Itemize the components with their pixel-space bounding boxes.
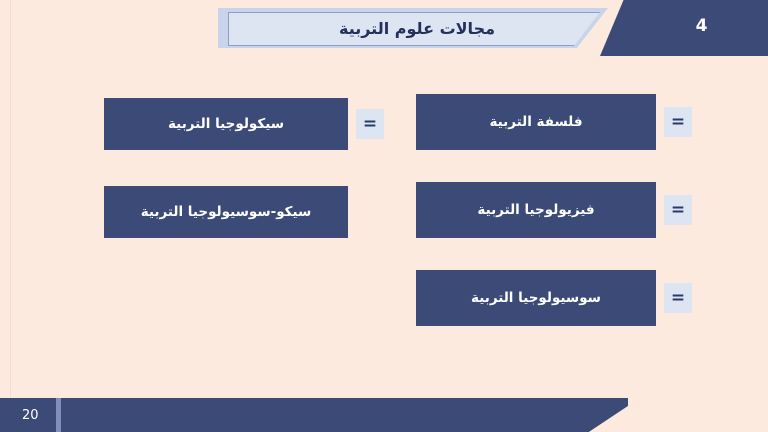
header-slide-number: 4 bbox=[695, 16, 708, 36]
footer-right-fill bbox=[628, 398, 768, 432]
list-item[interactable] bbox=[104, 98, 384, 150]
footer-band bbox=[0, 398, 640, 432]
footer-accent-bar bbox=[56, 398, 61, 432]
equals-icon: = bbox=[356, 109, 384, 139]
equals-icon: = bbox=[664, 107, 692, 137]
header-dark-block bbox=[600, 0, 768, 56]
list-item[interactable] bbox=[416, 94, 692, 150]
content-area bbox=[0, 78, 768, 378]
slide-header bbox=[0, 0, 768, 60]
page-title: مجالات علوم التربية bbox=[338, 19, 495, 38]
equals-icon: = bbox=[664, 283, 692, 313]
slide-footer bbox=[0, 398, 768, 432]
concept-bar-philosophy[interactable]: فلسفة التربية bbox=[416, 94, 656, 150]
footer-slide-number: 20 bbox=[22, 408, 39, 423]
list-item[interactable] bbox=[416, 182, 692, 238]
concept-bar-physiology[interactable]: فيزيولوجيا التربية bbox=[416, 182, 656, 238]
concept-bar-sociology[interactable]: سوسيولوجيا التربية bbox=[416, 270, 656, 326]
concept-bar-psycho-sociology[interactable]: سيكو-سوسيولوجيا التربية bbox=[104, 186, 348, 238]
list-item[interactable] bbox=[104, 186, 348, 238]
list-item[interactable] bbox=[416, 270, 692, 326]
equals-icon: = bbox=[664, 195, 692, 225]
concept-bar-psychology[interactable]: سيكولوجيا التربية bbox=[104, 98, 348, 150]
